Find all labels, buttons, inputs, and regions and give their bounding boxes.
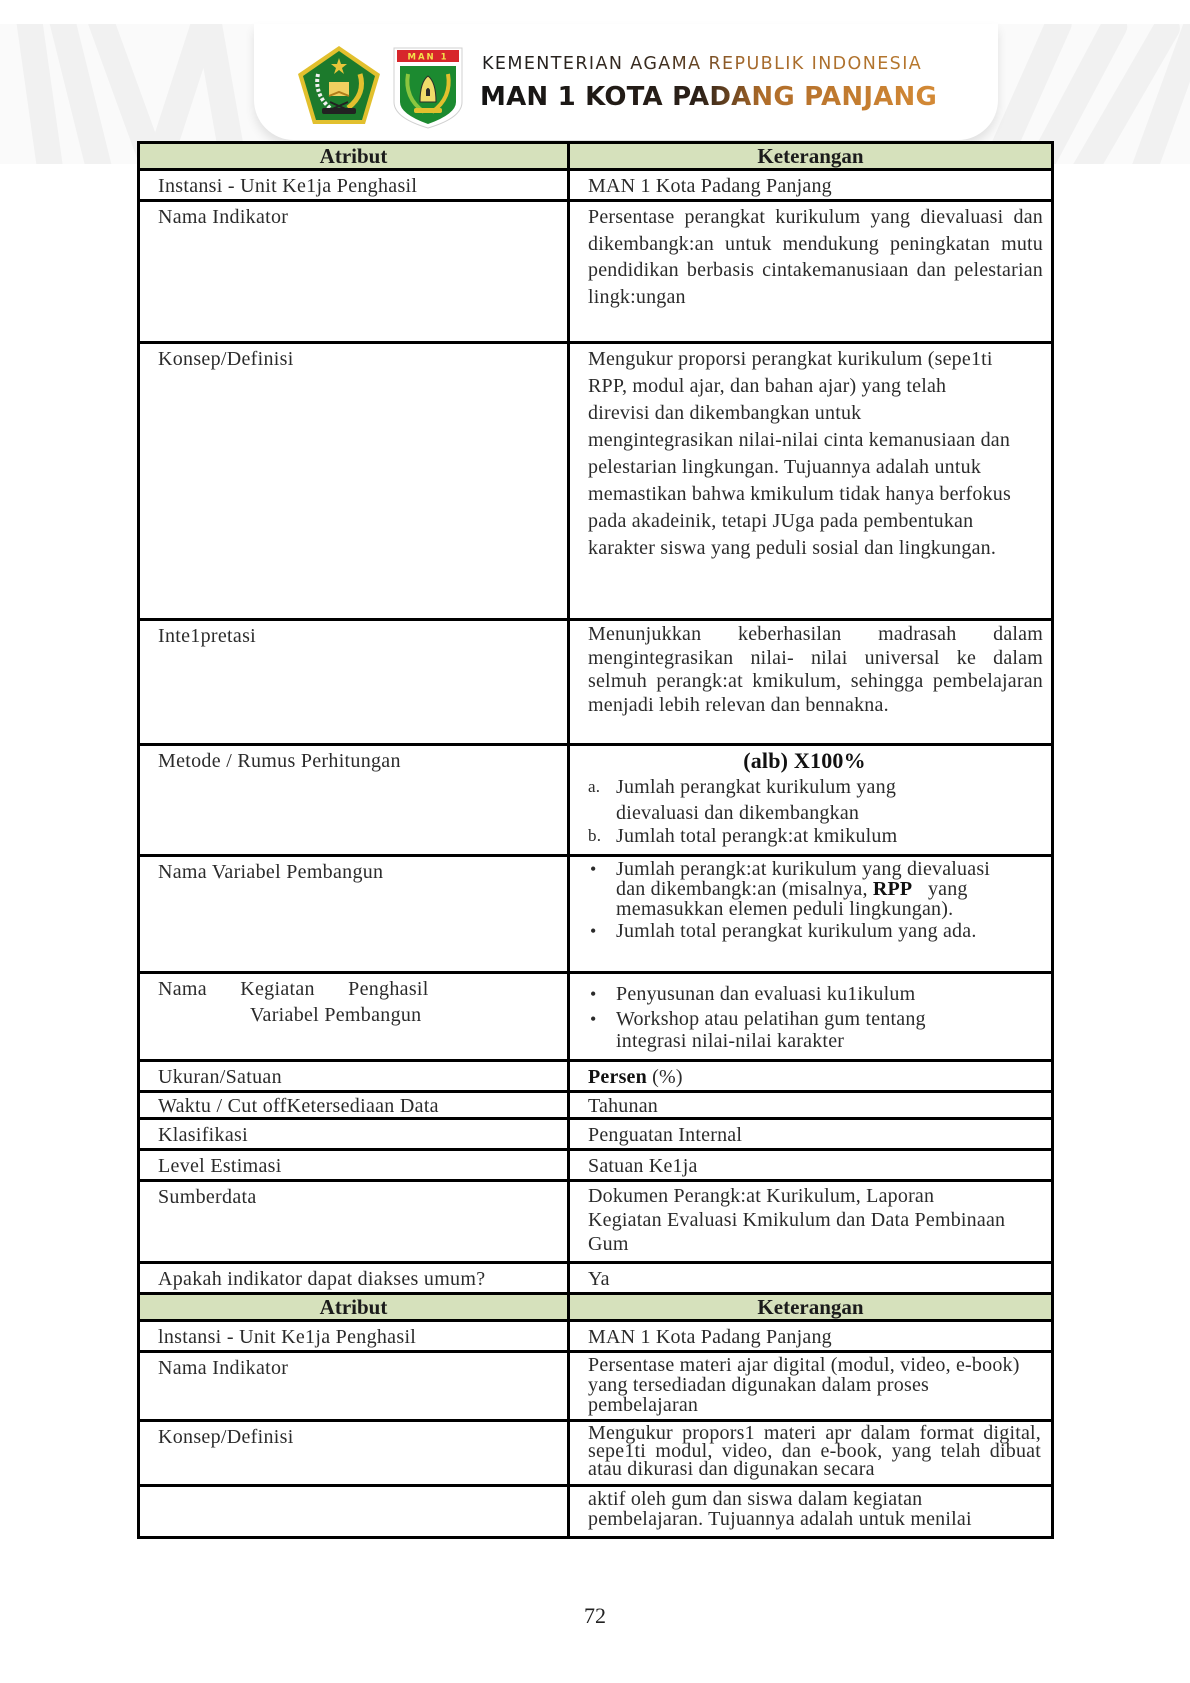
val-variabel xyxy=(569,856,1053,973)
attr-continued xyxy=(139,1486,569,1538)
val-sumber: Dokumen Perangk:at Kurikulum, Laporan Kegiatan Evaluasi Kmikulum dan Data Pembinaan Gum xyxy=(569,1181,1053,1263)
val-metode xyxy=(569,745,1053,856)
table-row xyxy=(139,745,1053,856)
school-name: MAN 1 KOTA PADANG PANJANG xyxy=(480,82,938,112)
attr-konsep: Konsep/Definisi xyxy=(139,343,569,620)
val-interpretasi: Menunjukkan keberhasilan madrasah dalam mengintegrasikan nilai- nilai universal ke dalam selmuh perangk:at kmikulum, sehingga pembelajaran menjadi lebih relevan dan bennakna. xyxy=(569,620,1053,745)
list-text: Jumlah perangkat kurikulum yang dievaluasi dan dikembangkan xyxy=(616,776,897,824)
table-row xyxy=(139,1321,1053,1352)
man1-school-emblem-icon xyxy=(390,46,466,130)
table-row xyxy=(139,343,1053,620)
table-row xyxy=(139,856,1053,973)
list-item xyxy=(590,859,1043,919)
column-header-atribut: Atribut xyxy=(139,143,569,170)
column-header-keterangan: Keterangan xyxy=(569,143,1053,170)
attr-nama-indikator: Nama Indikator xyxy=(139,201,569,343)
column-header-keterangan: Keterangan xyxy=(569,1294,1053,1321)
val-konsep: Mengukur proporsi perangkat kurikulum (sepe1ti RPP, modul ajar, dan bahan ajar) yang telah direvisi dan dikembangkan untuk mengintegrasikan nilai-nilai cinta kemanusiaan dan pelestarian lingkungan. Tujuannya adalah untuk memastikan bahwa kmikulum tidak hanya berfokus pada akadeinik, tetapi JUga pada pembentukan karakter siswa yang peduli sosial dan lingkungan. xyxy=(569,343,1053,620)
val-kegiatan xyxy=(569,973,1053,1061)
svg-text:MAN 1: MAN 1 xyxy=(407,52,449,63)
attr-waktu: Waktu / Cut offKetersediaan Data xyxy=(139,1092,569,1119)
indicator-metadata-table xyxy=(137,141,1054,1539)
val-instansi: MAN 1 Kota Padang Panjang xyxy=(569,170,1053,201)
list-text: Jumlah total perangkat kurikulum yang ada. xyxy=(616,920,977,942)
list-text: Workshop atau pelatihan gum tentang integrasi nilai-nilai karakter xyxy=(616,1008,926,1052)
table-row xyxy=(139,1421,1053,1486)
table-row xyxy=(139,1092,1053,1119)
table-header-row xyxy=(139,143,1053,170)
kemenag-emblem-icon xyxy=(296,44,382,126)
formula-legend xyxy=(588,774,961,846)
list-marker: a. xyxy=(588,777,601,796)
list-item xyxy=(590,980,1043,1008)
val-akses: Ya xyxy=(569,1263,1053,1294)
list-text: Jumlah total perangk:at kmikulum xyxy=(616,825,898,847)
bold-term: RPP xyxy=(872,878,913,900)
attr-kegiatan xyxy=(139,973,569,1061)
attr-variabel: Nama Variabel Pembangun xyxy=(139,856,569,973)
attr-kegiatan-line1: Nama Kegiatan Penghasil xyxy=(158,978,429,1000)
ministry-name: KEMENTERIAN AGAMA REPUBLIK INDONESIA xyxy=(482,54,923,74)
val-continued: aktif oleh gum dan siswa dalam kegiatan pembelajaran. Tujuannya adalah untuk menilai xyxy=(569,1486,1053,1538)
attr-kegiatan-line2: Variabel Pembangun xyxy=(250,1004,422,1026)
list-marker: b. xyxy=(588,826,602,845)
table-row xyxy=(139,1181,1053,1263)
list-item xyxy=(588,826,961,846)
list-item xyxy=(588,774,961,826)
table-row xyxy=(139,620,1053,745)
bullet-icon: • xyxy=(590,984,597,1004)
table-row xyxy=(139,1150,1053,1181)
table-row xyxy=(139,1352,1053,1421)
val-konsep-2: Mengukur propors1 materi apr dalam format digital, sepe1ti modul, video, dan e-book, yang telah dibuat atau dikurasi dan digunakan secara xyxy=(569,1421,1053,1486)
attr-klasifikasi: Klasifikasi xyxy=(139,1119,569,1150)
table-header-row xyxy=(139,1294,1053,1321)
val-level: Satuan Ke1ja xyxy=(569,1150,1053,1181)
val-ukuran: Persen (%) xyxy=(569,1061,1053,1092)
list-item xyxy=(590,1008,1043,1052)
val-klasifikasi: Penguatan Internal xyxy=(569,1119,1053,1150)
val-instansi-2: MAN 1 Kota Padang Panjang xyxy=(569,1321,1053,1352)
attr-interpretasi: Inte1pretasi xyxy=(139,620,569,745)
table-row xyxy=(139,1486,1053,1538)
attr-sumber: Sumberdata xyxy=(139,1181,569,1263)
attr-konsep-2: Konsep/Definisi xyxy=(139,1421,569,1486)
column-header-atribut: Atribut xyxy=(139,1294,569,1321)
list-item xyxy=(590,919,1043,943)
list-text: Penyusunan dan evaluasi ku1ikulum xyxy=(616,983,916,1005)
bullet-icon: • xyxy=(590,1009,597,1029)
bullet-list xyxy=(590,980,1043,1052)
attr-metode: Metode / Rumus Perhitungan xyxy=(139,745,569,856)
attr-akses: Apakah indikator dapat diakses umum? xyxy=(139,1263,569,1294)
attr-ukuran: Ukuran/Satuan xyxy=(139,1061,569,1092)
page-number: 72 xyxy=(584,1603,606,1628)
attr-instansi: Instansi - Unit Ke1ja Penghasil xyxy=(139,170,569,201)
list-text: Jumlah perangk:at kurikulum yang dievaluasi dan dikembangk:an (misalnya, RPP yang memasukkan elemen peduli lingkungan). xyxy=(616,858,991,920)
table-row xyxy=(139,1263,1053,1294)
bullet-list xyxy=(590,859,1043,943)
formula: (alb) X100% xyxy=(743,748,866,773)
bullet-icon: • xyxy=(590,859,597,879)
table-row xyxy=(139,170,1053,201)
val-waktu: Tahunan xyxy=(569,1092,1053,1119)
val-nama-indikator: Persentase perangkat kurikulum yang dievaluasi dan dikembangk:an untuk mendukung peningkatan mutu pendidikan berbasis cintakemanusiaan dan pelestarian lingk:ungan xyxy=(569,201,1053,343)
attr-instansi-2: lnstansi - Unit Ke1ja Penghasil xyxy=(139,1321,569,1352)
table-row xyxy=(139,973,1053,1061)
table-row xyxy=(139,1061,1053,1092)
bullet-icon: • xyxy=(590,921,597,941)
table-row xyxy=(139,1119,1053,1150)
attr-level: Level Estimasi xyxy=(139,1150,569,1181)
val-nama-indikator-2: Persentase materi ajar digital (modul, video, e-book) yang tersediadan digunakan dalam proses pembelajaran xyxy=(569,1352,1053,1421)
attr-nama-indikator-2: Nama Indikator xyxy=(139,1352,569,1421)
table-row xyxy=(139,201,1053,343)
